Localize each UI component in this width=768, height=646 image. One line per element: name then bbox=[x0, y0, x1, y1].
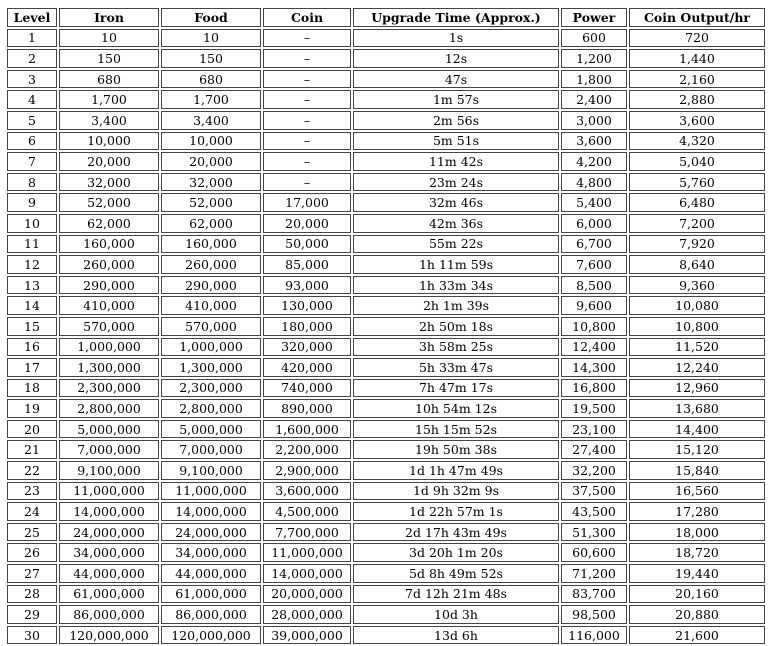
coin-cell: 2,200,000 bbox=[263, 440, 351, 459]
level-cell: 5 bbox=[7, 111, 57, 130]
food-cell: 7,000,000 bbox=[161, 440, 261, 459]
iron-cell: 24,000,000 bbox=[59, 523, 159, 542]
upgrade-time-cell: 2h 50m 18s bbox=[353, 317, 559, 336]
coin-output-cell: 16,560 bbox=[629, 482, 765, 501]
food-cell: 52,000 bbox=[161, 193, 261, 212]
table-row bbox=[7, 605, 765, 624]
coin-cell: 28,000,000 bbox=[263, 605, 351, 624]
food-cell: 1,000,000 bbox=[161, 338, 261, 357]
iron-cell: 32,000 bbox=[59, 173, 159, 192]
coin-cell: 50,000 bbox=[263, 235, 351, 254]
iron-cell: 5,000,000 bbox=[59, 420, 159, 439]
food-cell: 11,000,000 bbox=[161, 482, 261, 501]
power-cell: 19,500 bbox=[561, 399, 627, 418]
iron-cell: 14,000,000 bbox=[59, 502, 159, 521]
power-cell: 14,300 bbox=[561, 358, 627, 377]
coin-cell: 180,000 bbox=[263, 317, 351, 336]
upgrade-time-cell: 1d 22h 57m 1s bbox=[353, 502, 559, 521]
iron-cell: 570,000 bbox=[59, 317, 159, 336]
power-cell: 7,600 bbox=[561, 255, 627, 274]
table-row bbox=[7, 626, 765, 645]
power-cell: 4,800 bbox=[561, 173, 627, 192]
coin-cell: 4,500,000 bbox=[263, 502, 351, 521]
iron-cell: 260,000 bbox=[59, 255, 159, 274]
upgrade-time-header: Upgrade Time (Approx.) bbox=[353, 8, 559, 27]
level-cell: 24 bbox=[7, 502, 57, 521]
power-cell: 116,000 bbox=[561, 626, 627, 645]
upgrade-time-cell: 42m 36s bbox=[353, 214, 559, 233]
coin-output-cell: 4,320 bbox=[629, 132, 765, 151]
table-row bbox=[7, 29, 765, 48]
iron-cell: 680 bbox=[59, 70, 159, 89]
iron-cell: 410,000 bbox=[59, 296, 159, 315]
level-header: Level bbox=[7, 8, 57, 27]
coin-output-cell: 15,120 bbox=[629, 440, 765, 459]
food-cell: 150 bbox=[161, 49, 261, 68]
power-cell: 71,200 bbox=[561, 564, 627, 583]
iron-cell: 1,700 bbox=[59, 90, 159, 109]
upgrade-time-cell: 1d 9h 32m 9s bbox=[353, 482, 559, 501]
food-cell: 290,000 bbox=[161, 276, 261, 295]
upgrade-time-cell: 15h 15m 52s bbox=[353, 420, 559, 439]
coin-cell: 2,900,000 bbox=[263, 461, 351, 480]
coin-cell: – bbox=[263, 132, 351, 151]
power-cell: 8,500 bbox=[561, 276, 627, 295]
coin-output-cell: 1,440 bbox=[629, 49, 765, 68]
power-cell: 16,800 bbox=[561, 379, 627, 398]
power-cell: 60,600 bbox=[561, 543, 627, 562]
power-cell: 5,400 bbox=[561, 193, 627, 212]
food-cell: 10,000 bbox=[161, 132, 261, 151]
upgrade-time-cell: 11m 42s bbox=[353, 152, 559, 171]
table-row bbox=[7, 173, 765, 192]
coin-output-cell: 5,760 bbox=[629, 173, 765, 192]
table-row bbox=[7, 193, 765, 212]
coin-output-cell: 13,680 bbox=[629, 399, 765, 418]
coin-cell: – bbox=[263, 90, 351, 109]
power-cell: 4,200 bbox=[561, 152, 627, 171]
power-cell: 3,600 bbox=[561, 132, 627, 151]
iron-cell: 10 bbox=[59, 29, 159, 48]
upgrade-time-cell: 7d 12h 21m 48s bbox=[353, 585, 559, 604]
food-cell: 61,000,000 bbox=[161, 585, 261, 604]
food-cell: 14,000,000 bbox=[161, 502, 261, 521]
power-cell: 3,000 bbox=[561, 111, 627, 130]
table-row bbox=[7, 585, 765, 604]
coin-output-cell: 720 bbox=[629, 29, 765, 48]
level-cell: 6 bbox=[7, 132, 57, 151]
upgrade-time-cell: 1h 33m 34s bbox=[353, 276, 559, 295]
coin-output-cell: 12,240 bbox=[629, 358, 765, 377]
level-cell: 1 bbox=[7, 29, 57, 48]
coin-cell: 39,000,000 bbox=[263, 626, 351, 645]
upgrade-time-cell: 3d 20h 1m 20s bbox=[353, 543, 559, 562]
upgrade-time-cell: 3h 58m 25s bbox=[353, 338, 559, 357]
coin-output-cell: 18,000 bbox=[629, 523, 765, 542]
coin-cell: – bbox=[263, 173, 351, 192]
table-row bbox=[7, 235, 765, 254]
coin-cell: 85,000 bbox=[263, 255, 351, 274]
coin-output-cell: 10,080 bbox=[629, 296, 765, 315]
coin-output-cell: 14,400 bbox=[629, 420, 765, 439]
coin-cell: 7,700,000 bbox=[263, 523, 351, 542]
upgrade-time-cell: 7h 47m 17s bbox=[353, 379, 559, 398]
iron-cell: 44,000,000 bbox=[59, 564, 159, 583]
coin-output-cell: 2,880 bbox=[629, 90, 765, 109]
coin-cell: 320,000 bbox=[263, 338, 351, 357]
table-row bbox=[7, 255, 765, 274]
food-cell: 86,000,000 bbox=[161, 605, 261, 624]
iron-cell: 34,000,000 bbox=[59, 543, 159, 562]
upgrade-time-cell: 2h 1m 39s bbox=[353, 296, 559, 315]
food-cell: 20,000 bbox=[161, 152, 261, 171]
power-cell: 23,100 bbox=[561, 420, 627, 439]
iron-cell: 3,400 bbox=[59, 111, 159, 130]
upgrade-time-cell: 32m 46s bbox=[353, 193, 559, 212]
iron-cell: 11,000,000 bbox=[59, 482, 159, 501]
iron-cell: 160,000 bbox=[59, 235, 159, 254]
power-cell: 37,500 bbox=[561, 482, 627, 501]
upgrade-time-cell: 1m 57s bbox=[353, 90, 559, 109]
upgrade-time-cell: 10h 54m 12s bbox=[353, 399, 559, 418]
food-cell: 24,000,000 bbox=[161, 523, 261, 542]
level-cell: 13 bbox=[7, 276, 57, 295]
coin-cell: 890,000 bbox=[263, 399, 351, 418]
table-row bbox=[7, 338, 765, 357]
iron-cell: 52,000 bbox=[59, 193, 159, 212]
upgrade-time-cell: 2m 56s bbox=[353, 111, 559, 130]
coin-cell: – bbox=[263, 29, 351, 48]
power-cell: 43,500 bbox=[561, 502, 627, 521]
coin-cell: 17,000 bbox=[263, 193, 351, 212]
coin-output-cell: 6,480 bbox=[629, 193, 765, 212]
table-row bbox=[7, 132, 765, 151]
food-cell: 5,000,000 bbox=[161, 420, 261, 439]
power-cell: 10,800 bbox=[561, 317, 627, 336]
table-row bbox=[7, 214, 765, 233]
table-row bbox=[7, 111, 765, 130]
coin-output-header: Coin Output/hr bbox=[629, 8, 765, 27]
level-cell: 18 bbox=[7, 379, 57, 398]
table-row bbox=[7, 49, 765, 68]
iron-cell: 2,800,000 bbox=[59, 399, 159, 418]
iron-header: Iron bbox=[59, 8, 159, 27]
coin-cell: – bbox=[263, 49, 351, 68]
table-body bbox=[7, 29, 765, 645]
upgrade-time-cell: 2d 17h 43m 49s bbox=[353, 523, 559, 542]
coin-cell: 740,000 bbox=[263, 379, 351, 398]
coin-header: Coin bbox=[263, 8, 351, 27]
level-cell: 7 bbox=[7, 152, 57, 171]
upgrade-time-cell: 10d 3h bbox=[353, 605, 559, 624]
table-row bbox=[7, 317, 765, 336]
level-cell: 16 bbox=[7, 338, 57, 357]
upgrade-time-cell: 1s bbox=[353, 29, 559, 48]
coin-output-cell: 7,200 bbox=[629, 214, 765, 233]
table-row bbox=[7, 379, 765, 398]
table-row bbox=[7, 564, 765, 583]
power-cell: 12,400 bbox=[561, 338, 627, 357]
upgrade-time-cell: 23m 24s bbox=[353, 173, 559, 192]
table-row bbox=[7, 461, 765, 480]
food-cell: 44,000,000 bbox=[161, 564, 261, 583]
coin-cell: 3,600,000 bbox=[263, 482, 351, 501]
level-cell: 14 bbox=[7, 296, 57, 315]
power-cell: 83,700 bbox=[561, 585, 627, 604]
upgrade-time-cell: 5m 51s bbox=[353, 132, 559, 151]
level-cell: 25 bbox=[7, 523, 57, 542]
level-cell: 8 bbox=[7, 173, 57, 192]
iron-cell: 120,000,000 bbox=[59, 626, 159, 645]
level-cell: 21 bbox=[7, 440, 57, 459]
upgrade-table bbox=[5, 6, 767, 646]
upgrade-time-cell: 1h 11m 59s bbox=[353, 255, 559, 274]
level-cell: 22 bbox=[7, 461, 57, 480]
iron-cell: 1,300,000 bbox=[59, 358, 159, 377]
food-cell: 32,000 bbox=[161, 173, 261, 192]
table-row bbox=[7, 70, 765, 89]
iron-cell: 290,000 bbox=[59, 276, 159, 295]
coin-cell: – bbox=[263, 70, 351, 89]
iron-cell: 62,000 bbox=[59, 214, 159, 233]
coin-output-cell: 21,600 bbox=[629, 626, 765, 645]
food-cell: 1,300,000 bbox=[161, 358, 261, 377]
food-cell: 570,000 bbox=[161, 317, 261, 336]
table-row bbox=[7, 482, 765, 501]
coin-output-cell: 19,440 bbox=[629, 564, 765, 583]
iron-cell: 20,000 bbox=[59, 152, 159, 171]
coin-output-cell: 7,920 bbox=[629, 235, 765, 254]
level-cell: 29 bbox=[7, 605, 57, 624]
upgrade-time-cell: 5h 33m 47s bbox=[353, 358, 559, 377]
food-cell: 9,100,000 bbox=[161, 461, 261, 480]
level-cell: 17 bbox=[7, 358, 57, 377]
power-cell: 2,400 bbox=[561, 90, 627, 109]
coin-cell: 93,000 bbox=[263, 276, 351, 295]
coin-cell: 1,600,000 bbox=[263, 420, 351, 439]
food-cell: 680 bbox=[161, 70, 261, 89]
table-row bbox=[7, 440, 765, 459]
power-cell: 32,200 bbox=[561, 461, 627, 480]
level-cell: 28 bbox=[7, 585, 57, 604]
coin-output-cell: 3,600 bbox=[629, 111, 765, 130]
level-cell: 11 bbox=[7, 235, 57, 254]
level-cell: 3 bbox=[7, 70, 57, 89]
power-cell: 27,400 bbox=[561, 440, 627, 459]
iron-cell: 86,000,000 bbox=[59, 605, 159, 624]
power-cell: 51,300 bbox=[561, 523, 627, 542]
coin-cell: 20,000 bbox=[263, 214, 351, 233]
food-cell: 10 bbox=[161, 29, 261, 48]
coin-cell: – bbox=[263, 111, 351, 130]
coin-output-cell: 12,960 bbox=[629, 379, 765, 398]
upgrade-time-cell: 13d 6h bbox=[353, 626, 559, 645]
power-cell: 6,700 bbox=[561, 235, 627, 254]
upgrade-time-cell: 47s bbox=[353, 70, 559, 89]
coin-output-cell: 15,840 bbox=[629, 461, 765, 480]
power-cell: 6,000 bbox=[561, 214, 627, 233]
coin-cell: 14,000,000 bbox=[263, 564, 351, 583]
header-row bbox=[7, 8, 765, 27]
power-cell: 98,500 bbox=[561, 605, 627, 624]
table-row bbox=[7, 358, 765, 377]
table-row bbox=[7, 502, 765, 521]
power-cell: 1,800 bbox=[561, 70, 627, 89]
coin-cell: – bbox=[263, 152, 351, 171]
level-cell: 30 bbox=[7, 626, 57, 645]
table-row bbox=[7, 543, 765, 562]
level-cell: 4 bbox=[7, 90, 57, 109]
food-cell: 1,700 bbox=[161, 90, 261, 109]
iron-cell: 9,100,000 bbox=[59, 461, 159, 480]
table-row bbox=[7, 90, 765, 109]
coin-cell: 130,000 bbox=[263, 296, 351, 315]
upgrade-time-cell: 55m 22s bbox=[353, 235, 559, 254]
table-row bbox=[7, 420, 765, 439]
food-cell: 62,000 bbox=[161, 214, 261, 233]
coin-output-cell: 2,160 bbox=[629, 70, 765, 89]
power-cell: 600 bbox=[561, 29, 627, 48]
level-cell: 12 bbox=[7, 255, 57, 274]
level-cell: 10 bbox=[7, 214, 57, 233]
coin-output-cell: 20,880 bbox=[629, 605, 765, 624]
upgrade-time-cell: 1d 1h 47m 49s bbox=[353, 461, 559, 480]
level-cell: 23 bbox=[7, 482, 57, 501]
level-cell: 9 bbox=[7, 193, 57, 212]
food-cell: 2,800,000 bbox=[161, 399, 261, 418]
coin-output-cell: 5,040 bbox=[629, 152, 765, 171]
upgrade-time-cell: 12s bbox=[353, 49, 559, 68]
power-cell: 9,600 bbox=[561, 296, 627, 315]
iron-cell: 61,000,000 bbox=[59, 585, 159, 604]
table-row bbox=[7, 523, 765, 542]
food-cell: 34,000,000 bbox=[161, 543, 261, 562]
level-cell: 26 bbox=[7, 543, 57, 562]
iron-cell: 7,000,000 bbox=[59, 440, 159, 459]
table-row bbox=[7, 276, 765, 295]
coin-output-cell: 20,160 bbox=[629, 585, 765, 604]
upgrade-time-cell: 5d 8h 49m 52s bbox=[353, 564, 559, 583]
power-cell: 1,200 bbox=[561, 49, 627, 68]
food-header: Food bbox=[161, 8, 261, 27]
level-cell: 19 bbox=[7, 399, 57, 418]
coin-output-cell: 8,640 bbox=[629, 255, 765, 274]
coin-output-cell: 11,520 bbox=[629, 338, 765, 357]
coin-output-cell: 10,800 bbox=[629, 317, 765, 336]
level-cell: 15 bbox=[7, 317, 57, 336]
coin-cell: 20,000,000 bbox=[263, 585, 351, 604]
coin-cell: 11,000,000 bbox=[263, 543, 351, 562]
food-cell: 2,300,000 bbox=[161, 379, 261, 398]
coin-cell: 420,000 bbox=[263, 358, 351, 377]
food-cell: 3,400 bbox=[161, 111, 261, 130]
iron-cell: 1,000,000 bbox=[59, 338, 159, 357]
table-row bbox=[7, 296, 765, 315]
coin-output-cell: 18,720 bbox=[629, 543, 765, 562]
table-row bbox=[7, 399, 765, 418]
food-cell: 260,000 bbox=[161, 255, 261, 274]
power-header: Power bbox=[561, 8, 627, 27]
table-row bbox=[7, 152, 765, 171]
iron-cell: 2,300,000 bbox=[59, 379, 159, 398]
level-cell: 20 bbox=[7, 420, 57, 439]
coin-output-cell: 9,360 bbox=[629, 276, 765, 295]
level-cell: 2 bbox=[7, 49, 57, 68]
level-cell: 27 bbox=[7, 564, 57, 583]
food-cell: 410,000 bbox=[161, 296, 261, 315]
food-cell: 120,000,000 bbox=[161, 626, 261, 645]
iron-cell: 10,000 bbox=[59, 132, 159, 151]
food-cell: 160,000 bbox=[161, 235, 261, 254]
upgrade-time-cell: 19h 50m 38s bbox=[353, 440, 559, 459]
coin-output-cell: 17,280 bbox=[629, 502, 765, 521]
iron-cell: 150 bbox=[59, 49, 159, 68]
